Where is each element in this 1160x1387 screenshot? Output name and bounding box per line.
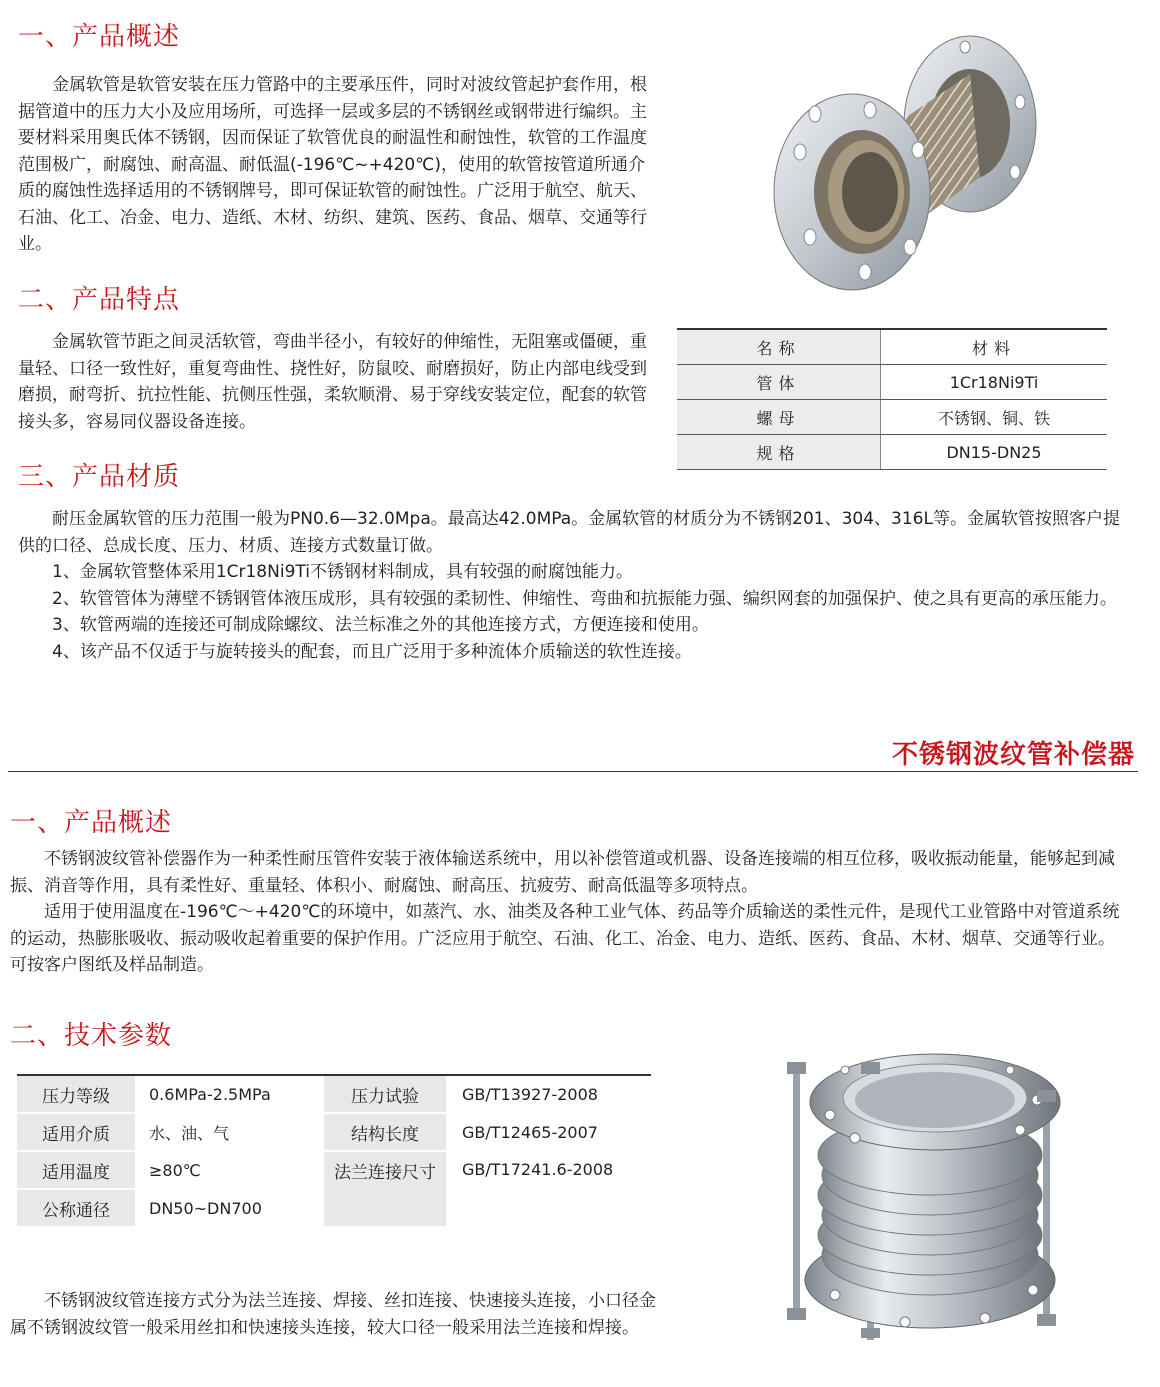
overview-paragraph: 金属软管是软管安装在压力管路中的主要承压件，同时对波纹管起护套作用，根据管道中的压力大小及应用场所，可选择一层或多层的不锈钢丝或钢带进行编织。主要材料采用奥氏体不锈钢，因而保证了软管优良的耐温性和耐蚀性，软管的工作温度范围极广，耐腐蚀、耐高温、耐低温(-196℃~+420℃)，使用的软管按管道所通介质的腐蚀性选择适用的不锈钢牌号，即可保证软管的耐蚀性。广泛用于航空、航天、石油、化工、冶金、电力、造纸、木材、纺织、建筑、医药、食品、烟草、交通等行业。 xyxy=(18,75,647,254)
table-row xyxy=(677,400,1107,435)
param-label: 适用温度 xyxy=(17,1151,135,1189)
table-row xyxy=(17,1151,651,1189)
features-paragraph: 金属软管节距之间灵活软管，弯曲半径小，有较好的伸缩性，无阻塞或僵硬，重量轻、口径一致性好，重复弯曲性、挠性好，防鼠咬、耐磨损好，防止内部电线受到磨损，耐弯折、抗拉性能、抗侧压性强，柔软顺滑、易于穿线安装定位，配套的软管接头多，容易同仪器设备连接。 xyxy=(18,332,647,432)
materials-item: 3、软管两端的连接还可制成除螺纹、法兰标准之外的其他连接方式，方便连接和使用。 xyxy=(52,615,709,635)
bellows-compensator-product-image xyxy=(775,1040,1065,1340)
section-title-materials: 三、产品材质 xyxy=(18,462,181,492)
param-label: 结构长度 xyxy=(324,1113,446,1151)
param-value: GB/T13927-2008 xyxy=(446,1075,651,1113)
overview-2-text xyxy=(10,846,1130,979)
table-cell-material: 1Cr18Ni9Ti xyxy=(881,365,1108,400)
param-label: 适用介质 xyxy=(17,1113,135,1151)
table-row xyxy=(17,1113,651,1151)
connection-paragraph: 不锈钢波纹管连接方式分为法兰连接、焊接、丝扣连接、快速接头连接，小口径金属不锈钢波纹管一般采用丝扣和快速接头连接，较大口径一般采用法兰连接和焊接。 xyxy=(10,1291,656,1338)
materials-paragraph: 耐压金属软管的压力范围一般为PN0.6—32.0Mpa。最高达42.0MPa。金属软管的材质分为不锈钢201、304、316L等。金属软管按照客户提供的口径、总成长度、压力、材质、连接方式数量订做。 xyxy=(18,509,1120,556)
table-cell-material: DN15-DN25 xyxy=(881,435,1108,470)
param-label: 压力试验 xyxy=(324,1075,446,1113)
section-title-tech: 二、技术参数 xyxy=(10,1021,173,1051)
param-value: DN50~DN700 xyxy=(135,1189,324,1227)
materials-item: 2、软管管体为薄壁不锈钢管体液压成形，具有较强的柔韧性、伸缩性、弯曲和抗振能力强、编织网套的加强保护、使之具有更高的承压能力。 xyxy=(52,588,1117,609)
metal-hose-product-image xyxy=(770,32,1045,294)
table-header-material: 材料 xyxy=(881,329,1108,365)
table-row xyxy=(677,365,1107,400)
overview-2-paragraph: 不锈钢波纹管补偿器作为一种柔性耐压管件安装于液体输送系统中，用以补偿管道或机器、设备连接端的相互位移，吸收振动能量，能够起到减振、消音等作用，具有柔性好、重量轻、体积小、耐腐蚀、耐高压、抗疲劳、耐高低温等多项特点。 xyxy=(10,849,1115,896)
table-cell-material: 不锈钢、铜、铁 xyxy=(881,400,1108,435)
param-value: 水、油、气 xyxy=(135,1113,324,1151)
table-cell-name: 管体 xyxy=(677,365,881,400)
materials-item: 1、金属软管整体采用1Cr18Ni9Ti不锈钢材料制成，具有较强的耐腐蚀能力。 xyxy=(52,562,633,582)
section-title-features: 二、产品特点 xyxy=(18,285,181,315)
table-row xyxy=(677,435,1107,470)
section-title-overview-2: 一、产品概述 xyxy=(10,808,173,838)
materials-text xyxy=(18,506,1128,665)
materials-item: 4、该产品不仅适于与旋转接头的配套，而且广泛用于多种流体介质输送的软性连接。 xyxy=(52,641,692,662)
table-header-name: 名称 xyxy=(677,329,881,365)
tech-params-table xyxy=(17,1074,651,1228)
table-cell-name: 规格 xyxy=(677,435,881,470)
param-label: 公称通径 xyxy=(17,1189,135,1227)
param-value: ≥80℃ xyxy=(135,1151,324,1189)
table-row xyxy=(17,1075,651,1113)
table-cell-name: 螺母 xyxy=(677,400,881,435)
material-table xyxy=(677,328,1107,470)
section-title-overview: 一、产品概述 xyxy=(18,22,181,52)
product-banner-title: 不锈钢波纹管补偿器 xyxy=(891,740,1135,770)
param-label: 法兰连接尺寸 xyxy=(324,1151,446,1227)
param-value: GB/T12465-2007 xyxy=(446,1113,651,1151)
param-value: 0.6MPa-2.5MPa xyxy=(135,1075,324,1113)
table-header-row xyxy=(677,329,1107,365)
param-label: 压力等级 xyxy=(17,1075,135,1113)
section-divider xyxy=(8,771,1138,772)
overview-2-paragraph: 适用于使用温度在-196℃～+420℃的环境中，如蒸汽、水、油类及各种工业气体、药品等介质输送的柔性元件，是现代工业管路中对管道系统的运动，热膨胀吸收、振动吸收起着重要的保护作用。广泛应用于航空、石油、化工、冶金、电力、造纸、医药、食品、木材、烟草、交通等行业。可按客户图纸及样品制造。 xyxy=(10,902,1120,975)
param-value: GB/T17241.6-2008 xyxy=(446,1151,651,1227)
